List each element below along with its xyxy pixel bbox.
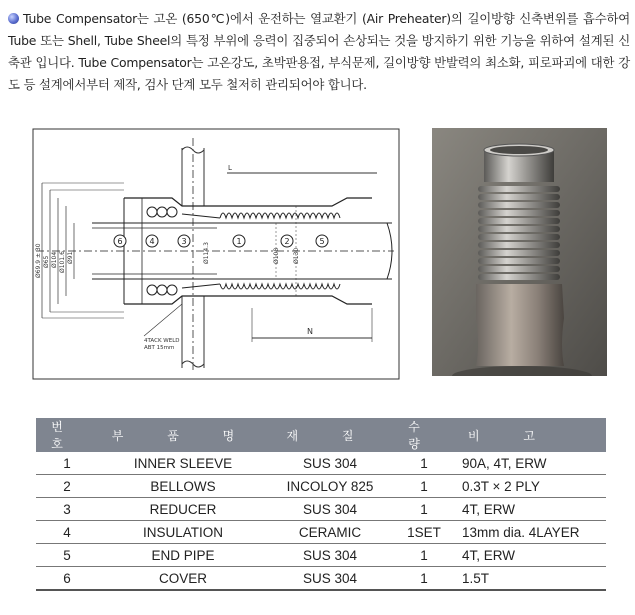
col-header-qty: 수 량 bbox=[392, 418, 456, 452]
cell-material: CERAMIC bbox=[268, 521, 392, 544]
callout-5: 5 bbox=[319, 237, 325, 246]
cell-remark: 90A, 4T, ERW bbox=[456, 452, 606, 475]
dim-text-mid-3: Ø130 bbox=[293, 247, 300, 264]
cell-material: SUS 304 bbox=[268, 544, 392, 567]
table-row bbox=[36, 544, 606, 567]
weld-note-line1: 4TACK WELD bbox=[144, 338, 180, 344]
intro-paragraph bbox=[8, 8, 630, 96]
cell-material: SUS 304 bbox=[268, 567, 392, 591]
col-header-name: 부 품 명 bbox=[98, 418, 268, 452]
dim-text-od-3: Ø104 bbox=[51, 251, 58, 268]
cell-no: 1 bbox=[36, 452, 98, 475]
cell-no: 6 bbox=[36, 567, 98, 591]
dim-label-N: N bbox=[307, 327, 313, 336]
cell-qty: 1 bbox=[392, 498, 456, 521]
cell-qty: 1 bbox=[392, 544, 456, 567]
table-row bbox=[36, 498, 606, 521]
table-row bbox=[36, 475, 606, 498]
cell-name: COVER bbox=[98, 567, 268, 591]
dim-label-L: L bbox=[228, 164, 232, 172]
cell-name: BELLOWS bbox=[98, 475, 268, 498]
dim-text-od-4: Ø101.6 bbox=[59, 251, 66, 273]
tube-compensator-image bbox=[432, 128, 607, 376]
cell-qty: 1 bbox=[392, 567, 456, 591]
dim-text-mid-1: Ø114.3 bbox=[203, 242, 210, 264]
cell-no: 3 bbox=[36, 498, 98, 521]
dim-text-od-1: Ø69.9 ± 30 bbox=[35, 243, 42, 278]
dim-text-od-2: Ø65 bbox=[43, 255, 50, 268]
cell-name: INSULATION bbox=[98, 521, 268, 544]
bullet-icon bbox=[8, 13, 19, 24]
callout-1: 1 bbox=[236, 237, 242, 246]
product-photo bbox=[432, 128, 607, 376]
cell-remark: 4T, ERW bbox=[456, 544, 606, 567]
dim-text-mid-2: Ø108 bbox=[273, 247, 280, 264]
table-header-row bbox=[36, 418, 606, 452]
cell-qty: 1 bbox=[392, 452, 456, 475]
intro-text: Tube Compensator는 고온 (650℃)에서 운전하는 열교환기 (Air Preheater)의 길이방향 신축변위를 흡수하여 Tube 또는 Shell, Tube Sheel의 특정 부위에 응력이 집중되어 손상되는 것을 방지하기 위한 기능을 위하여 설계된 신축관 입니다. Tube Compensator는 고온강도, 초박판용접, 부식문제, 길이방향 반발력의 최소화, 피로파괴에 대한 강도 등 설계에서부터 제작, 검사 단계 모두 철저히 관리되어야 합니다. bbox=[8, 11, 630, 92]
cell-material: INCOLOY 825 bbox=[268, 475, 392, 498]
callout-4: 4 bbox=[149, 237, 155, 246]
cell-remark: 1.5T bbox=[456, 567, 606, 591]
cell-remark: 0.3T × 2 PLY bbox=[456, 475, 606, 498]
cell-no: 4 bbox=[36, 521, 98, 544]
cell-name: INNER SLEEVE bbox=[98, 452, 268, 475]
cell-name: END PIPE bbox=[98, 544, 268, 567]
cell-no: 2 bbox=[36, 475, 98, 498]
callout-3: 3 bbox=[181, 237, 187, 246]
weld-note-line2: ABT 15mm bbox=[144, 345, 175, 351]
cell-remark: 4T, ERW bbox=[456, 498, 606, 521]
col-header-material: 재 질 bbox=[268, 418, 392, 452]
technical-drawing bbox=[32, 128, 400, 380]
cell-qty: 1 bbox=[392, 475, 456, 498]
cell-material: SUS 304 bbox=[268, 452, 392, 475]
col-header-no: 번 호 bbox=[36, 418, 98, 452]
callout-2: 2 bbox=[284, 237, 290, 246]
cell-no: 5 bbox=[36, 544, 98, 567]
callout-6: 6 bbox=[117, 237, 123, 246]
cell-remark: 13mm dia. 4LAYER bbox=[456, 521, 606, 544]
cell-name: REDUCER bbox=[98, 498, 268, 521]
table-row bbox=[36, 452, 606, 475]
cell-qty: 1SET bbox=[392, 521, 456, 544]
cell-material: SUS 304 bbox=[268, 498, 392, 521]
parts-table bbox=[36, 418, 606, 591]
col-header-remark: 비 고 bbox=[456, 418, 606, 452]
table-row bbox=[36, 567, 606, 591]
table-row bbox=[36, 521, 606, 544]
dim-text-od-5: Ø91 bbox=[67, 251, 74, 264]
